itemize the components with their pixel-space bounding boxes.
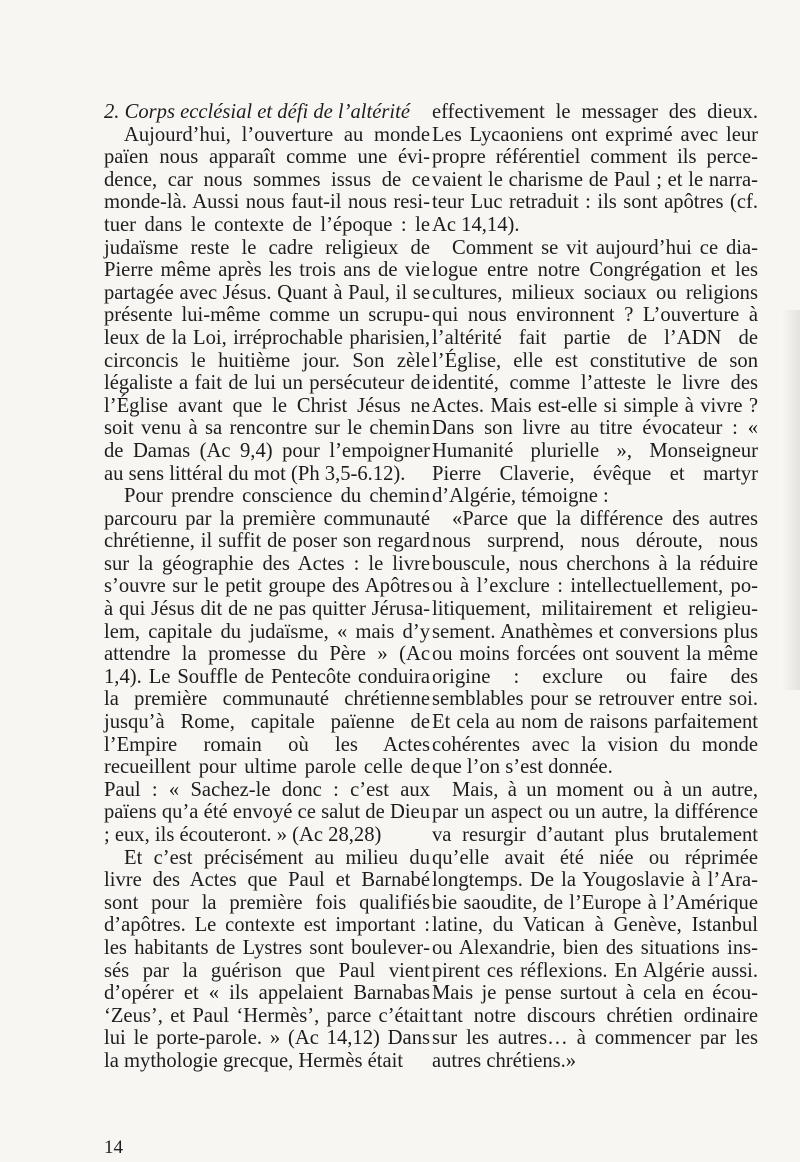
paragraph-opening: Aujourd’hui, l’ouverture au monde païen nous apparaît comme une évidence, car nous sommes issus de ce monde-là. Aussi nous faut-il nous resituer dans le contexte de l’époque : le judaïsme reste le cadre religieux de Pierre même après les trois ans de vie partagée avec Jésus. Quant à Paul, il se présente lui-même comme un scrupuleux de la Loi, irréprochable pharisien, circoncis le huitième jour. Son zèle légaliste a fait de lui un persécuteur de l’Église avant que le Christ Jésus ne soit venu à sa rencontre sur le chemin de Damas (Ac 9,4) pour l’empoigner au sens littéral du mot (Ph 3,5-6.12). <box>104 123 430 485</box>
page-edge-shadow <box>782 310 800 690</box>
paragraph-continuation: effectivement le messager des dieux. Les Lycaoniens ont exprimé avec leur propre référentiel comment ils percevaient le charisme de Paul ; et le narrateur Luc retraduit : ils sont apôtres (cf. Ac 14,14). <box>432 101 758 236</box>
page-number: 14 <box>104 1137 123 1158</box>
paragraph-geography: Pour prendre conscience du chemin parcouru par la première communauté chrétienne, il suffit de poser son regard sur la géographie des Actes : le livre s’ouvre sur le petit groupe des Apôtres à qui Jésus dit de ne pas quitter Jérusalem, capitale du judaïsme, « mais d’y attendre la promesse du Père » (Ac 1,4). Le Souffle de Pentecôte conduira la première communauté chrétienne jusqu’à Rome, capitale païenne de l’Empire romain où les Actes recueillent pour ultime parole celle de Paul : « Sachez-le donc : c’est aux païens qu’a été envoyé ce salut de Dieu ; eux, ils écouteront. » (Ac 28,28) <box>104 485 430 846</box>
left-column <box>104 101 430 1073</box>
right-column <box>432 101 758 1073</box>
section-heading: 2. Corps ecclésial et défi de l’altérité <box>104 101 410 123</box>
paragraph-apostles: Et c’est précisément au milieu du livre des Actes que Paul et Barnabé sont pour la première fois qualifiés d’apôtres. Le contexte est important : les habitants de Lystres sont bouleversés par la guérison que Paul vient d’opérer et « ils appelaient Barnabas ‘Zeus’, et Paul ‘Hermès’, parce c’était lui le porte-parole. » (Ac 14,12) Dans la mythologie grecque, Hermès était <box>104 846 430 1072</box>
paragraph-dialogue: Comment se vit aujourd’hui ce dialogue entre notre Congrégation et les cultures, milieux sociaux ou religions qui nous environnent ? L’ouverture à l’altérité fait partie de l’ADN de l’Église, elle est constitutive de son identité, comme l’atteste le livre des Actes. Mais est-elle si simple à vivre ? Dans son livre au titre évocateur : « Humanité plurielle », Monseigneur Pierre Claverie, évêque et martyr d’Algérie, témoigne : <box>432 236 758 508</box>
quote-difference: «Parce que la différence des autres nous surprend, nous déroute, nous bouscule, nous cherchons à la réduire ou à l’exclure : intellectuellement, politiquement, militairement et religieusement. Anathèmes et conversions plus ou moins forcées ont souvent la même origine : exclure ou faire des semblables pour se retrouver entre soi. Et cela au nom de raisons parfaitement cohérentes avec la vision du monde que l’on s’est donnée. <box>432 507 758 779</box>
quote-resurgence: Mais, à un moment ou à un autre, par un aspect ou un autre, la différence va resurgir d’autant plus brutalement qu’elle avait été niée ou réprimée longtemps. De la Yougoslavie à l’Arabie saoudite, de l’Europe à l’Amérique latine, du Vatican à Genève, Istanbul ou Alexandrie, bien des situations inspirent ces réflexions. En Algérie aussi. Mais je pense surtout à cela en écoutant notre discours chrétien ordinaire sur les autres… à commencer par les autres chrétiens.» <box>432 778 758 1072</box>
